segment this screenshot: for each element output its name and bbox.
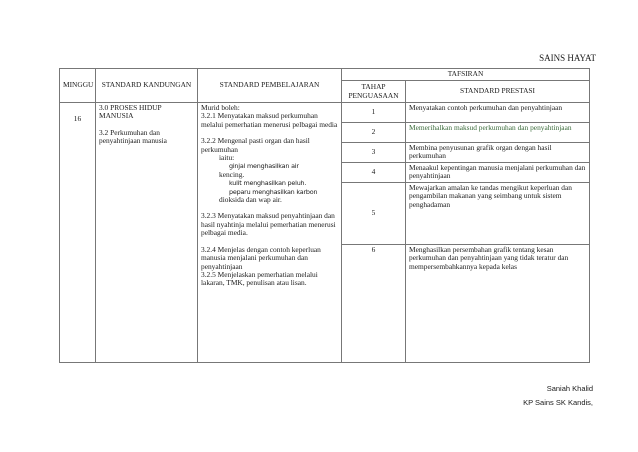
footer-name: Saniah Khalid — [546, 384, 593, 393]
tahap-2: 2 — [342, 123, 406, 143]
rpt-table — [59, 68, 590, 363]
organ-kulit: kulit menghasilkan peluh. — [229, 179, 307, 188]
tahap-1: 1 — [342, 103, 406, 123]
organ-ginjal: ginjal menghasilkan air — [229, 162, 299, 171]
header-standard-pembelajaran: STANDARD PEMBELAJARAN — [198, 69, 342, 103]
organ-peparu: peparu menghasilkan karbon — [229, 187, 318, 196]
organ-peparu-cont: dioksida dan wap air. — [219, 195, 282, 205]
objective-3-2-3: 3.2.3 Menyatakan maksud penyahtinjaan dan hasil nyahtinja melalui pemerhatian menerusi pelbagai media. — [201, 211, 336, 238]
prestasi-5: Mewajarkan amalan ke tandas mengikut keperluan dan pengambilan makanan yang seimbang untuk sistem penghadaman — [406, 183, 590, 245]
objective-3-2-4: 3.2.4 Menjelas dengan contoh keperluan manusia menjalani perkumuhan dan penyahtinjaan — [201, 244, 321, 271]
organ-ginjal-cont: kencing. — [219, 169, 245, 179]
objective-3-2-2: 3.2.2 Mengenal pasti organ dan hasil perkumuhan — [201, 136, 310, 154]
prestasi-6: Menghasilkan persembahan grafik tentang kesan perkumuhan dan penyahtinjaan yang tidak teratur dan mempersembahkannya kepada kelas — [406, 245, 590, 363]
prestasi-4: Menaakul kepentingan manusia menjalani perkumuhan dan penyahtinjaan — [406, 163, 590, 183]
header-tahap-penguasaan: TAHAP PENGUASAAN — [342, 81, 406, 103]
kandungan-title: 3.0 PROSES HIDUP MANUSIA — [99, 103, 162, 121]
tahap-6: 6 — [342, 245, 406, 363]
tahap-5: 5 — [342, 183, 406, 245]
pembelajaran-intro: Murid boleh: — [201, 103, 240, 112]
objective-3-2-1: 3.2.1 Menyatakan maksud perkumuhan melalui pemerhatian menerusi pelbagai media — [201, 111, 338, 129]
standard-pembelajaran-cell — [198, 103, 342, 363]
prestasi-1: Menyatakan contoh perkumuhan dan penyahtinjaan — [406, 103, 590, 123]
prestasi-3: Membina penyusunan grafik organ dengan hasil perkumuhan — [406, 143, 590, 163]
objective-3-2-2-iaitu: iaitu: — [219, 153, 235, 163]
footer-role: KP Sains SK Kandis, — [523, 398, 593, 407]
tahap-4: 4 — [342, 163, 406, 183]
header-minggu: MINGGU — [60, 69, 96, 103]
prestasi-2: Memerihalkan maksud perkumuhan dan penyahtinjaan — [406, 123, 590, 143]
document-subject: SAINS HAYAT — [539, 53, 596, 63]
header-tafsiran: TAFSIRAN — [342, 69, 590, 81]
standard-kandungan-cell — [96, 103, 198, 363]
week-cell: 16 — [60, 103, 96, 363]
kandungan-sub: 3.2 Perkumuhan dan penyahtinjaan manusia — [99, 127, 167, 146]
header-standard-kandungan: STANDARD KANDUNGAN — [96, 69, 198, 103]
objective-3-2-5: 3.2.5 Menjelaskan pemerhatian melalui lakaran, TMK, penulisan atau lisan. — [201, 269, 318, 288]
header-standard-prestasi: STANDARD PRESTASI — [406, 81, 590, 103]
tahap-3: 3 — [342, 143, 406, 163]
